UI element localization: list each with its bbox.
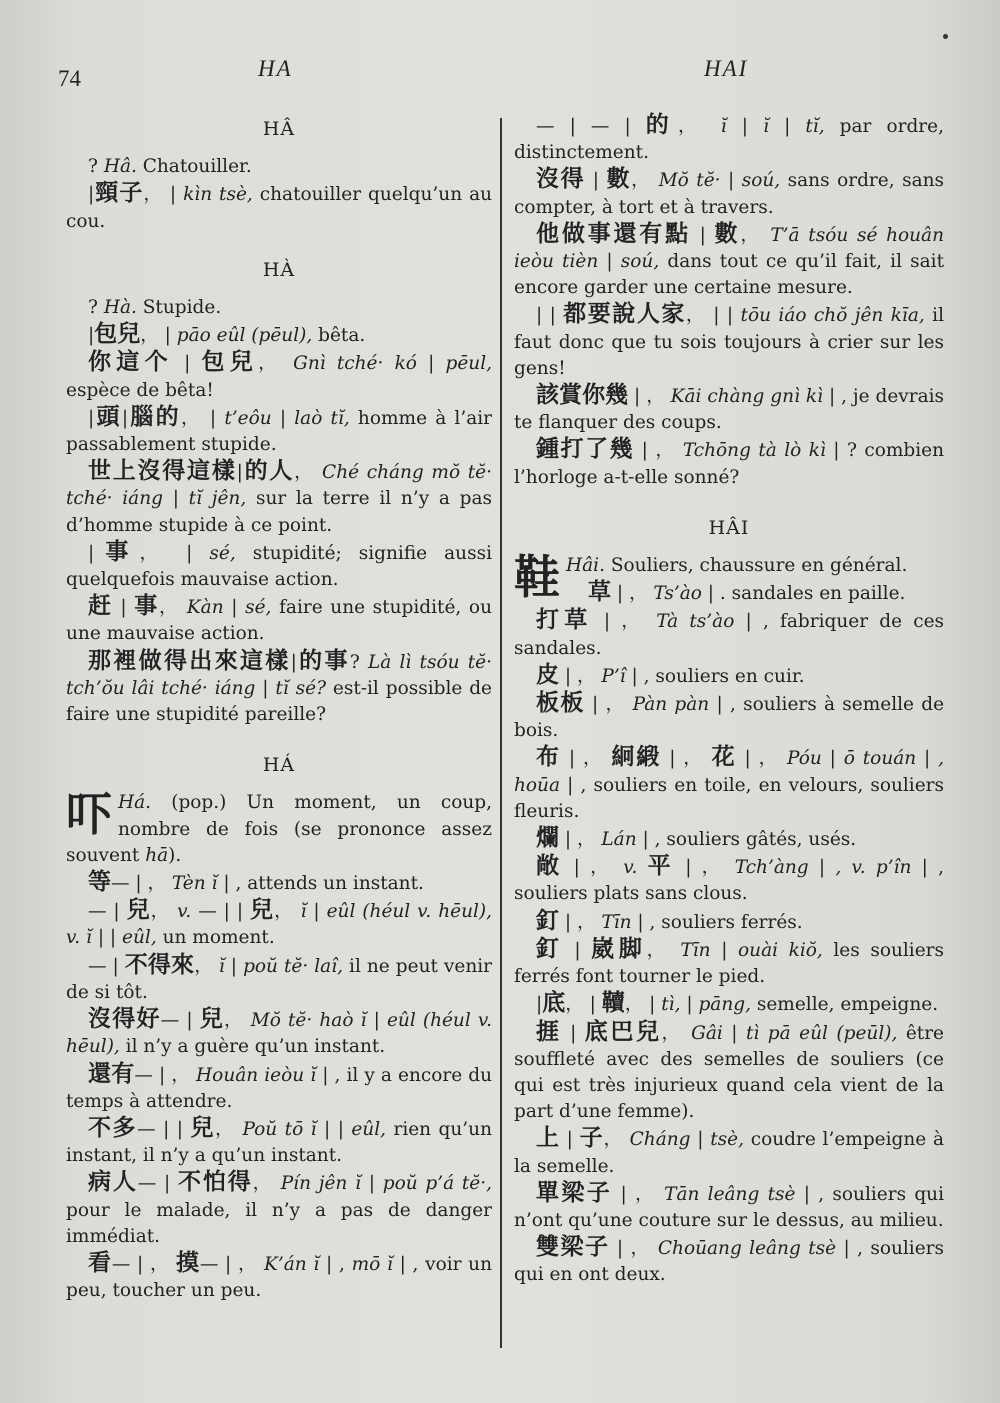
definition-text: | ,	[319, 1253, 352, 1275]
definition-text	[637, 857, 647, 878]
right-column	[514, 108, 944, 1289]
romanization-text: Póu | ō touán | , hoūa	[514, 748, 945, 796]
definition-text: | ，	[563, 857, 624, 879]
definition-text: | , souliers en toile, en velours, souliers fleuris.	[514, 774, 944, 822]
entry	[66, 295, 492, 321]
romanization-text: ĭ | poŭ tĕ· laî,	[218, 955, 344, 977]
definition-text: ，	[258, 353, 294, 375]
definition-text: sur la terre il n’y a pas d’homme stupide à ce point.	[66, 488, 492, 536]
definition-text: faire une stupidité, ou une mauvaise action.	[66, 597, 492, 645]
definition-text: il faut donc que tu sois toujours à crier sur les gens!	[514, 305, 944, 379]
definition-text: ， |	[180, 407, 225, 429]
chinese-text: 沒得	[536, 166, 586, 193]
romanization-text: Choūang leâng tsè	[657, 1238, 837, 1260]
entry	[66, 1061, 492, 1115]
chinese-text: 數	[714, 220, 741, 247]
definition-text: ?	[88, 297, 104, 319]
romanization-text: P’î	[601, 665, 626, 687]
chinese-text: 花	[711, 744, 737, 771]
entry	[66, 180, 492, 234]
chinese-text: 摸	[176, 1249, 200, 1276]
entry	[514, 166, 944, 220]
chinese-text: 該賞你幾	[536, 382, 629, 409]
chinese-text: 絅緞	[611, 744, 662, 771]
definition-text: | ，	[661, 748, 712, 770]
definition-text: | , souliers à semelle de bois.	[514, 694, 945, 742]
romanization-text: Tch’àng | , v. p’în	[734, 857, 912, 879]
definition-text: |	[88, 542, 95, 564]
entry	[66, 897, 492, 951]
romanization-text: Tān leâng tsè	[664, 1183, 796, 1205]
entry	[66, 593, 492, 647]
chinese-text: 底	[542, 990, 566, 1017]
entry	[514, 662, 944, 690]
definition-text: | ，	[612, 1183, 665, 1205]
definition-text: | , il y a encore du temps à attendre.	[66, 1064, 493, 1112]
definition-text: |	[172, 353, 202, 375]
romanization-text: Tīn | ouài kiŏ,	[680, 939, 823, 961]
chinese-text: 那裡做得出來這樣	[88, 647, 291, 674]
chinese-text: 釘	[536, 907, 559, 934]
definition-text: | , souliers qui en ont deux.	[514, 1238, 944, 1286]
romanization-text: v.	[177, 901, 192, 923]
definition-text: il n’y a guère qu’un instant.	[119, 1036, 386, 1058]
entry	[514, 382, 944, 436]
chinese-text: 赶	[88, 593, 113, 620]
definition-text: ，	[294, 462, 323, 484]
chinese-text: 雙梁子	[536, 1234, 610, 1261]
chinese-text: 板板	[536, 690, 585, 717]
romanization-text: Ts’ào	[653, 583, 702, 605]
entry	[514, 221, 944, 302]
definition-text: | ，	[674, 857, 735, 879]
chinese-text: 包兒	[94, 321, 141, 348]
chinese-text: 兒	[126, 897, 151, 924]
definition-text: | ? combien l’horloge a-t-elle sonné?	[514, 440, 944, 488]
entry	[514, 1019, 944, 1126]
definition-text: | |	[91, 927, 123, 949]
chinese-text: 上	[536, 1125, 560, 1152]
definition-text: | ，	[628, 386, 671, 408]
definition-text: ，	[194, 955, 219, 977]
entry	[514, 853, 944, 907]
definition-text: semelle, empeigne.	[750, 994, 939, 1016]
definition-text: | ，	[592, 611, 657, 633]
romanization-text: Poŭ tō ĭ | | eûl,	[242, 1118, 387, 1140]
definition-text: par ordre, distinctement.	[514, 116, 944, 164]
definition-text: |	[536, 994, 543, 1016]
left-running-head: HA	[258, 56, 293, 81]
chinese-text: 病人	[88, 1169, 138, 1196]
romanization-text: Há.	[118, 792, 152, 814]
definition-text: |	[112, 597, 135, 619]
definition-text: | ，	[559, 911, 602, 933]
definition-text: |	[121, 407, 129, 429]
definition-text: | ，	[559, 665, 602, 687]
chinese-text: 單梁子	[536, 1179, 613, 1206]
chinese-text: 包兒	[201, 349, 259, 376]
entry	[66, 458, 492, 539]
definition-text: ，	[158, 597, 187, 619]
chinese-text: 打草	[536, 607, 593, 634]
chinese-text: 的事	[296, 647, 350, 674]
romanization-text: sé,	[209, 542, 236, 564]
definition-text: ， |	[565, 994, 602, 1016]
chinese-text: 沒得好	[88, 1006, 161, 1033]
chinese-text: 你這个	[88, 349, 173, 376]
definition-text: ， |	[140, 325, 177, 347]
chinese-text: 鍾打了幾	[536, 436, 635, 463]
romanization-text: Là lì tsóu tĕ· tch’ŏu lâi tché· iáng | tĭ sé?	[66, 651, 492, 699]
entry	[66, 1115, 492, 1169]
chinese-text: 數	[606, 166, 632, 193]
romanization-text: Hâi.	[566, 555, 605, 577]
chinese-text: 平	[647, 853, 675, 880]
definition-text: (pop.) Un moment, un coup, nombre de fois (se prononce assez souvent	[66, 792, 492, 866]
romanization-text: Kāi chàng gnì kì	[670, 386, 824, 408]
definition-text: — | ，	[199, 1253, 265, 1275]
definition-text: ， |	[143, 184, 184, 206]
chinese-text: 事	[94, 538, 140, 565]
entry	[66, 1169, 492, 1250]
definition-text: | ，	[584, 694, 633, 716]
romanization-text: v.	[623, 857, 638, 879]
definition-text: ，	[677, 116, 721, 137]
entry	[514, 607, 944, 661]
chinese-text: 兒	[190, 1114, 215, 1141]
chinese-text: 底巴兒	[584, 1018, 662, 1045]
entry	[514, 908, 944, 936]
chinese-text: 世上沒得這樣	[88, 458, 237, 485]
definition-text: | , voir un peu, toucher un peu.	[66, 1253, 492, 1302]
definition-text: un moment.	[156, 927, 275, 949]
romanization-text: Pín jên ĭ | poŭ p’á tĕ·,	[280, 1173, 493, 1195]
chinese-text: 布	[536, 744, 561, 771]
definition-text: les souliers ferrés font tourner le pied.	[514, 939, 944, 988]
entry	[514, 690, 944, 744]
definition-text: — | |	[191, 901, 251, 923]
definition-text: — | — |	[536, 116, 646, 137]
entry	[66, 321, 492, 349]
entry	[514, 744, 944, 825]
column-divider	[500, 118, 502, 1348]
romanization-text: Lán	[601, 829, 637, 851]
chinese-text: 的人	[242, 458, 295, 485]
romanization-text: hā	[145, 844, 169, 866]
chinese-text: 子	[579, 1125, 604, 1152]
definition-text: | , souliers en cuir.	[625, 665, 805, 687]
definition-text: | , je devrais te flanquer des coups.	[514, 386, 945, 434]
definition-text: espèce de bêta!	[66, 379, 214, 401]
chinese-text: 釘	[536, 935, 564, 962]
chinese-text: 事	[134, 593, 159, 620]
chinese-text: 等	[88, 869, 111, 896]
page-number: 74	[58, 66, 81, 91]
definition-text: | ，	[634, 440, 683, 462]
section-heading-ha-circumflex: HÂ	[262, 118, 296, 140]
section-heading-ha-acute: HÁ	[262, 754, 296, 777]
head-entry-text	[566, 555, 907, 576]
entry	[66, 404, 492, 458]
chinese-text: 腦的	[128, 403, 181, 430]
romanization-text: pāo eûl (pēul),	[176, 325, 313, 347]
definition-text: ，	[740, 224, 771, 246]
definition-text: | ，	[559, 829, 602, 851]
definition-text: ，	[603, 1129, 630, 1151]
definition-text: — |	[88, 955, 125, 977]
page-header	[0, 50, 1000, 90]
definition-text: |	[88, 184, 95, 206]
romanization-text: eûl,	[122, 927, 157, 949]
romanization-text: Gnì tché· kó | pēul,	[293, 353, 493, 375]
definition-text: être souffleté avec des semelles de souliers (ce qui est très injurieux quand cela vient de la part d’une femme).	[514, 1022, 944, 1123]
entry	[66, 952, 492, 1006]
romanization-text: Tèn ĭ	[171, 873, 218, 895]
entry	[66, 1006, 492, 1060]
definition-text: ，	[631, 170, 659, 192]
head-character: 鞋	[514, 550, 560, 605]
entry	[66, 154, 492, 180]
definition-text: — | ，	[111, 1253, 177, 1275]
definition-text: ?	[349, 651, 368, 673]
definition-text: |	[290, 651, 297, 673]
entry	[514, 825, 944, 853]
ink-speck	[943, 34, 948, 39]
entry	[514, 301, 944, 382]
chinese-text: 的	[645, 112, 678, 138]
definition-text: | |	[536, 305, 564, 327]
entry	[66, 1250, 492, 1304]
chinese-text: 爛	[536, 825, 559, 852]
romanization-text: kìn tsè,	[183, 184, 253, 206]
definition-text: rien qu’un instant, il n’y a qu’un instant.	[66, 1118, 492, 1167]
right-running-head: HAI	[704, 56, 749, 81]
definition-text: ).	[168, 844, 182, 866]
romanization-text: Cháng | tsè,	[629, 1129, 744, 1151]
definition-text: |	[88, 407, 95, 429]
definition-text: |	[236, 462, 243, 484]
definition-text: Souliers, chaussure en général.	[604, 555, 908, 577]
definition-text: | . sandales en paille.	[701, 583, 906, 605]
chinese-text: 兒	[199, 1006, 224, 1033]
definition-text: — | ，	[134, 1064, 197, 1086]
definition-text: chatouiller quelqu’un au cou.	[66, 184, 493, 232]
definition-text: |	[690, 224, 715, 246]
definition-text: | ，	[736, 748, 788, 770]
entry	[66, 349, 492, 403]
entry	[514, 990, 944, 1018]
romanization-text: mō ĭ	[351, 1253, 393, 1275]
definition-text: |	[561, 1022, 585, 1044]
definition-text: ，	[646, 939, 681, 961]
romanization-text: tōu iáo chŏ jên kīa,	[740, 305, 925, 327]
romanization-text: Kàn | sé,	[186, 597, 272, 619]
definition-text: ?	[88, 156, 104, 178]
romanization-text: Houân ieòu ĭ	[196, 1064, 317, 1086]
definition-text: ，	[274, 901, 301, 923]
romanization-text: Hà.	[103, 297, 137, 319]
chinese-text: 都要說人家	[563, 301, 686, 328]
definition-text: | , attends un instant.	[217, 873, 424, 895]
entry	[514, 1234, 944, 1288]
romanization-text: K’án ĭ	[264, 1253, 320, 1275]
definition-text: | , souliers qui n’ont qu’une couture sur le dessus, au milieu.	[514, 1183, 945, 1231]
chinese-text: 皮	[536, 661, 559, 688]
romanization-text: Tīn	[601, 911, 632, 933]
definition-text: — |	[160, 1010, 200, 1032]
definition-text: pour le malade, il n’y a pas de danger immédiat.	[66, 1199, 492, 1247]
romanization-text: tì, | pāng,	[661, 994, 751, 1016]
left-column	[66, 108, 492, 1304]
chinese-text: 不怕得	[177, 1169, 253, 1196]
definition-text: | , souliers ferrés.	[631, 911, 803, 933]
romanization-text: Tà ts’ào	[656, 611, 735, 633]
definition-text: ， |	[624, 994, 662, 1016]
definition-text: — | ，	[111, 873, 172, 895]
definition-text: coudre l’empeigne à la semelle.	[514, 1129, 945, 1177]
entry	[66, 539, 492, 593]
head-character: 吓	[66, 787, 112, 842]
definition-text: homme à l’air passablement stupide.	[66, 407, 492, 456]
definition-text: — |	[88, 901, 127, 923]
romanization-text: Gâi | tì pā eûl (peūl),	[691, 1022, 898, 1044]
romanization-text: Tchōng tà lò kì	[682, 440, 826, 462]
definition-text: dans tout ce qu’il fait, il sait encore garder une certaine mesure.	[514, 251, 944, 299]
chinese-text: 草	[588, 579, 611, 606]
head-entry-text	[66, 787, 492, 866]
definition-text: | ，	[611, 583, 654, 605]
definition-text: ，	[252, 1173, 281, 1195]
definition-text: bêta.	[312, 325, 366, 347]
entry	[514, 112, 944, 166]
chinese-text: 敞	[536, 853, 564, 880]
definition-text: | , souliers plats sans clous.	[514, 857, 945, 905]
romanization-text: ĭ | eûl (héul v. hēul), v. ĭ	[66, 901, 493, 949]
entry	[66, 648, 492, 729]
head-entry	[66, 787, 492, 869]
chinese-text: 不得來	[124, 951, 195, 978]
romanization-text: ĭ | ĭ | tĭ,	[720, 116, 825, 137]
definition-text: |	[563, 939, 592, 961]
definition-text: ，	[214, 1118, 243, 1140]
entry	[514, 436, 944, 490]
chinese-text: 還有	[88, 1060, 135, 1087]
definition-text: |	[585, 170, 607, 192]
definition-text: ，	[150, 901, 178, 923]
definition-text: — |	[137, 1173, 178, 1195]
section-heading-hai: HÂI	[708, 516, 750, 539]
entry	[66, 869, 492, 897]
entry	[514, 579, 944, 607]
definition-text: | , fabriquer de ces sandales.	[514, 611, 945, 659]
chinese-text: 捱	[536, 1018, 562, 1045]
romanization-text: t’eôu | laò tĭ,	[224, 407, 350, 429]
section-heading-ha-grave: HÀ	[262, 258, 296, 281]
chinese-text: 他做事還有點	[536, 220, 691, 247]
definition-text: | ，	[609, 1238, 658, 1260]
definition-text: est-il possible de faire une stupidité pareille?	[66, 677, 492, 726]
definition-text: il ne peut venir de si tôt.	[66, 955, 493, 1003]
chinese-text: 兒	[250, 897, 275, 924]
romanization-text: T’ā tsóu sé houân ieòu tièn | soú,	[514, 224, 944, 273]
definition-text: |	[559, 1129, 580, 1151]
definition-text: | ，	[561, 748, 612, 770]
entry	[514, 936, 944, 990]
romanization-text: Mŏ tĕ· haò ĭ | eûl (héul v. hēul),	[66, 1010, 493, 1058]
chinese-text: 頸子	[94, 180, 144, 207]
definition-text: ，	[223, 1010, 251, 1032]
definition-text: ， | |	[685, 305, 741, 327]
chinese-text: 不多	[88, 1114, 138, 1141]
definition-text: Chatouiller.	[136, 156, 252, 178]
definition-text: — | |	[137, 1118, 191, 1140]
definition-text: |	[88, 325, 95, 347]
definition-text: ， |	[139, 542, 210, 564]
chinese-text: 崴脚	[591, 935, 647, 962]
definition-text: stupidité; signifie aussi quelquefois mauvaise action.	[66, 542, 493, 591]
entry	[514, 1125, 944, 1179]
chinese-text: 韇	[601, 990, 625, 1017]
definition-text: sans ordre, sans compter, à tort et à travers.	[514, 170, 945, 218]
chinese-text: 頭	[94, 403, 122, 430]
romanization-text: Ché cháng mŏ tĕ· tché· iáng | tĭ jên,	[66, 462, 493, 510]
romanization-text: Mŏ tĕ· | soú,	[658, 170, 781, 192]
entry	[514, 1180, 944, 1234]
definition-text: Stupide.	[136, 297, 222, 319]
romanization-text: Hâ.	[103, 156, 137, 178]
definition-text: | , souliers gâtés, usés.	[636, 829, 857, 851]
definition-text: ，	[661, 1022, 692, 1044]
romanization-text: Pàn pàn	[632, 694, 710, 716]
chinese-text: 看	[88, 1249, 112, 1276]
